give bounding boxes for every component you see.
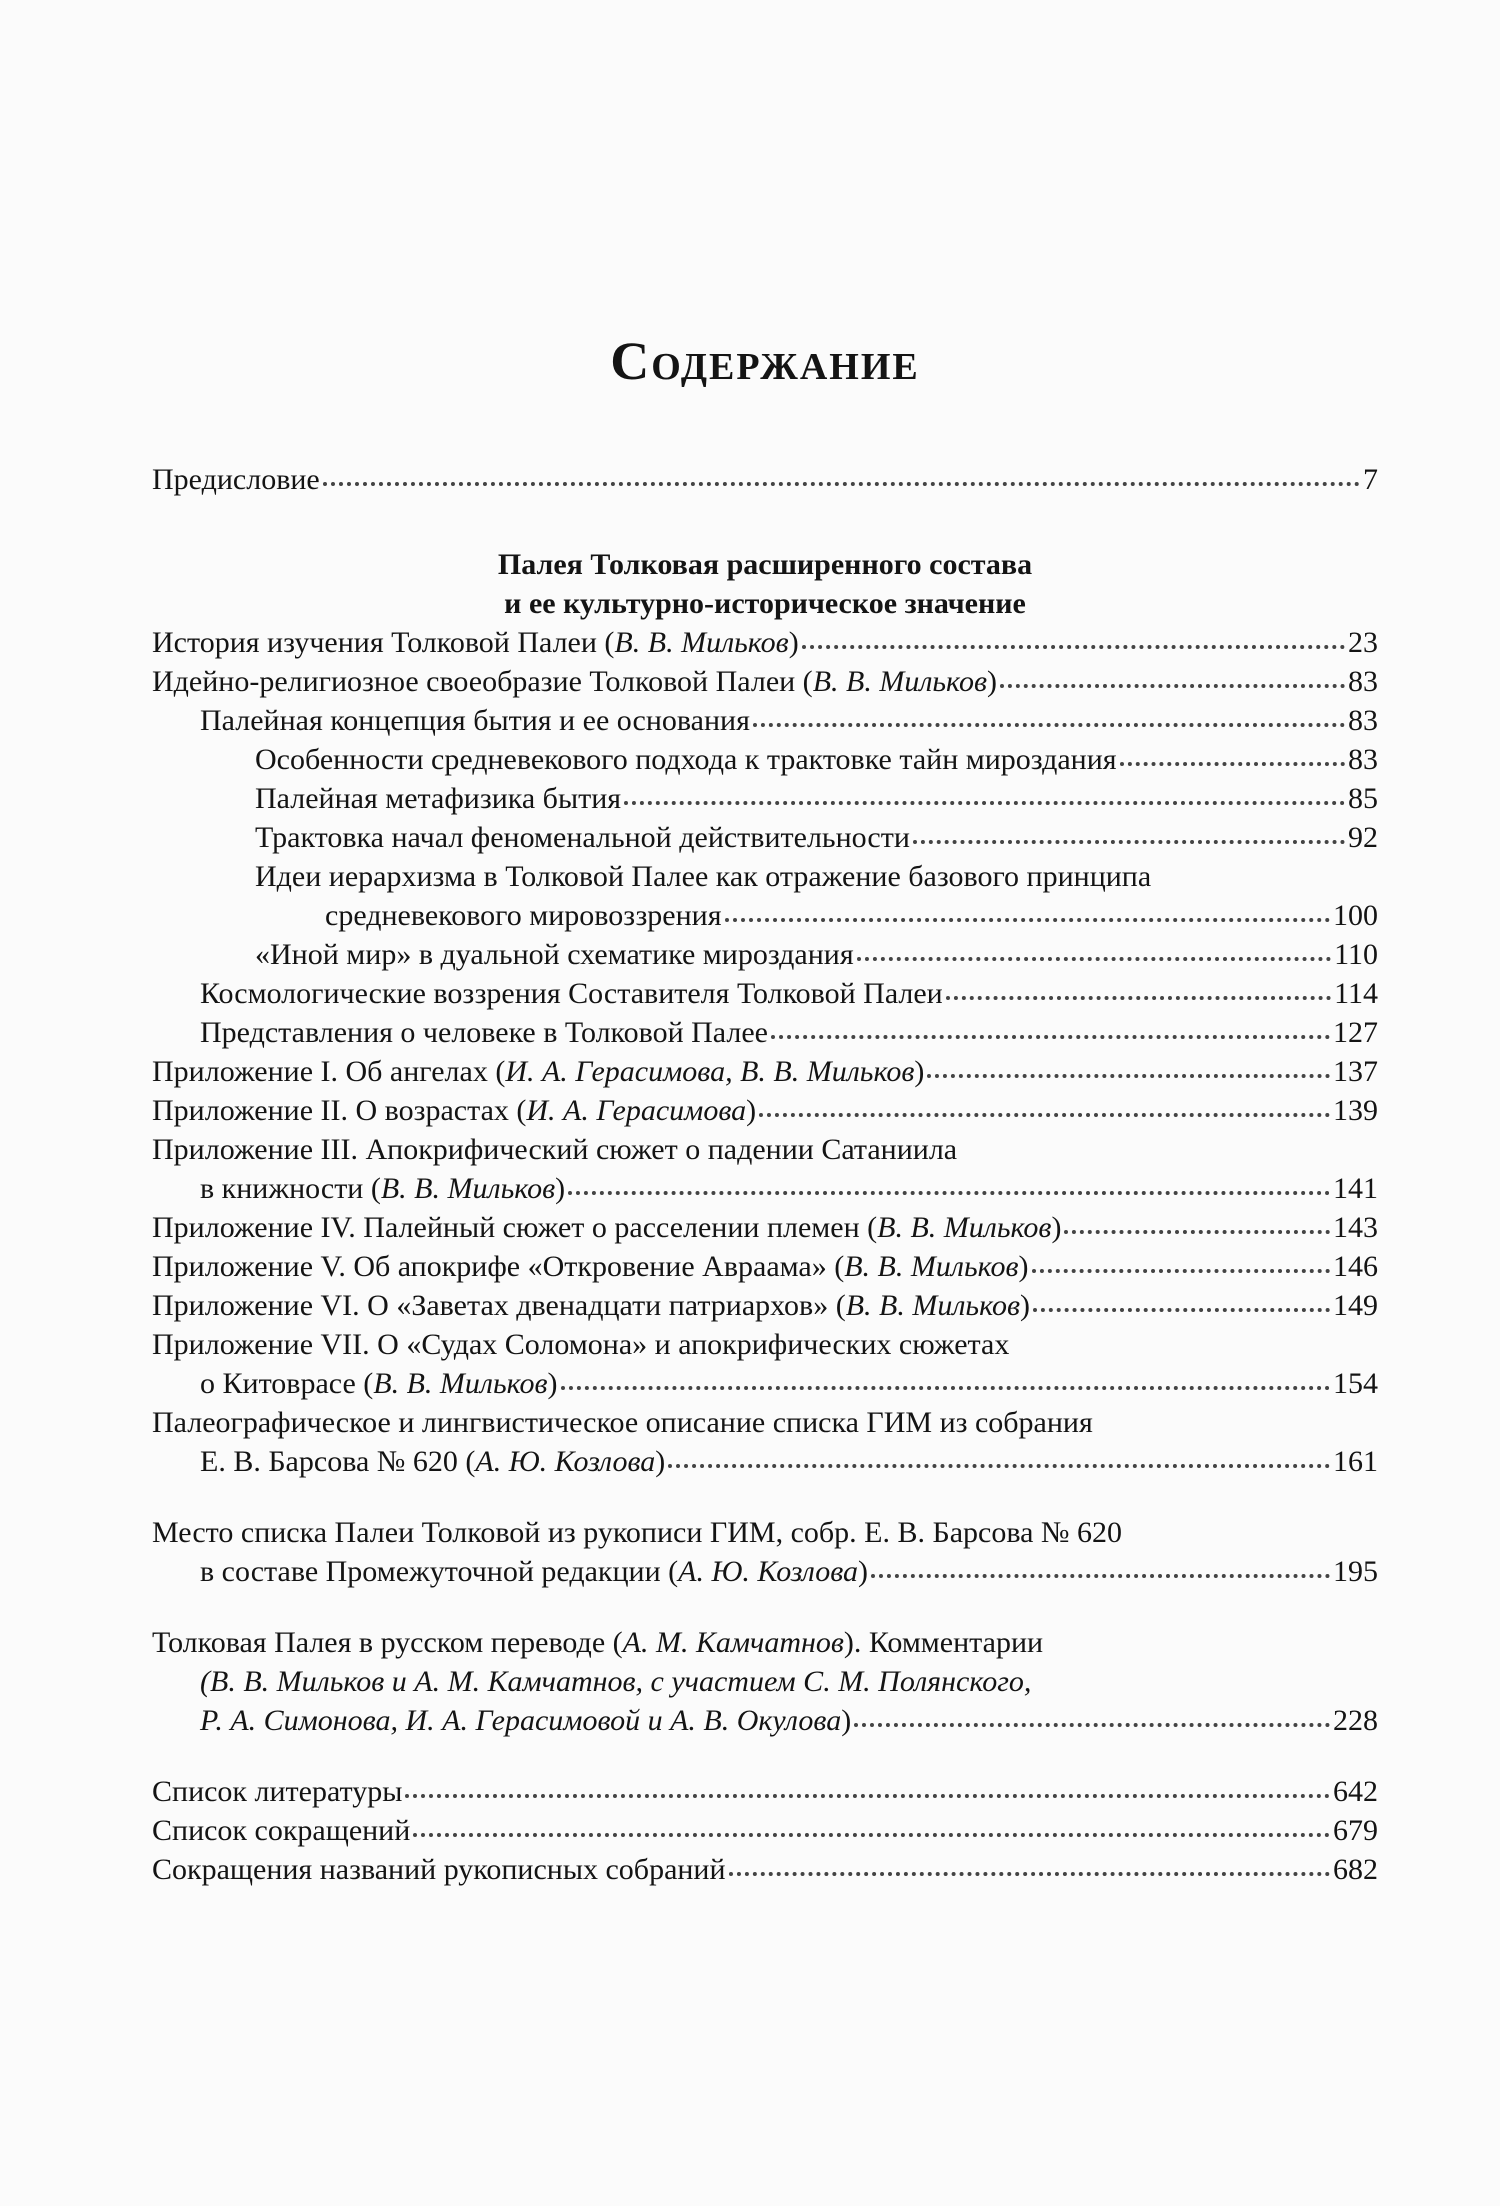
toc-entry[interactable]: Приложение I. Об ангелах (И. А. Герасимова, В. В. Мильков) 137	[152, 1052, 1378, 1091]
entry-title: «Иной мир» в дуальной схематике мироздания	[255, 938, 854, 971]
toc-entry-line[interactable]: Толковая Палея в русском переводе (А. М. Камчатнов). Комментарии	[152, 1626, 1044, 1659]
dot-leader	[913, 839, 1345, 844]
dot-leader	[759, 1112, 1330, 1117]
toc-entry[interactable]: Приложение V. Об апокрифе «Откровение Авраама» (В. В. Мильков) 146	[152, 1247, 1378, 1286]
toc-entry-line[interactable]: Место списка Палеи Толковой из рукописи ГИМ, собр. Е. В. Барсова № 620	[152, 1516, 1123, 1549]
toc-entry[interactable]	[152, 896, 1378, 935]
page-number: 642	[1333, 1775, 1378, 1808]
dot-leader	[405, 1793, 1330, 1798]
page-number: 7	[1363, 463, 1378, 496]
dot-leader	[1032, 1268, 1330, 1273]
entry-title: Особенности средневекового подхода к трактовке тайн мироздания	[255, 743, 1117, 776]
dot-leader	[568, 1190, 1330, 1195]
dot-leader	[323, 481, 1360, 486]
page-title: Содержание	[610, 331, 920, 391]
entry-title: Предисловие	[152, 463, 320, 496]
author: И. А. Герасимова	[526, 1094, 747, 1127]
table-of-contents	[152, 460, 1378, 1889]
commentators: (В. В. Мильков и А. М. Камчатнов, с участием С. М. Полянского,	[200, 1665, 1032, 1698]
author: В. В. Мильков	[380, 1172, 556, 1205]
toc-entry[interactable]	[152, 1850, 1378, 1889]
dot-leader	[871, 1573, 1330, 1578]
author: А. Ю. Козлова	[678, 1555, 859, 1588]
page-number: 83	[1348, 704, 1378, 737]
toc-entry[interactable]: История изучения Толковой Палеи (В. В. Мильков) 23	[152, 623, 1378, 662]
dot-leader	[1033, 1307, 1330, 1312]
entry-title: Космологические воззрения Составителя Толковой Палеи	[200, 977, 943, 1010]
toc-entry[interactable]	[152, 1811, 1378, 1850]
toc-entry[interactable]: Приложение II. О возрастах (И. А. Герасимова) 139	[152, 1091, 1378, 1130]
author: И. А. Герасимова, В. В. Мильков	[505, 1055, 915, 1088]
page-number: 85	[1348, 782, 1378, 815]
toc-entry[interactable]	[152, 701, 1378, 740]
author: А. М. Камчатнов	[622, 1626, 844, 1659]
author: Р. А. Симонова, И. А. Герасимовой и А. В. Окулова	[200, 1704, 842, 1737]
entry-title: Представления о человеке в Толковой Палее	[200, 1016, 768, 1049]
dot-leader	[802, 644, 1345, 649]
page-number: 161	[1333, 1445, 1378, 1478]
page-number: 679	[1333, 1814, 1378, 1847]
page-number: 146	[1333, 1250, 1378, 1283]
page-number: 114	[1334, 977, 1378, 1010]
dot-leader	[753, 722, 1345, 727]
page-number: 141	[1333, 1172, 1378, 1205]
toc-entry[interactable]	[152, 1013, 1378, 1052]
dot-leader	[857, 956, 1331, 961]
dot-leader	[1064, 1229, 1330, 1234]
dot-leader	[729, 1871, 1330, 1876]
page-number: 83	[1348, 665, 1378, 698]
entry-title: Сокращения названий рукописных собраний	[152, 1853, 726, 1886]
section-heading-line-1: Палея Толковая расширенного состава	[497, 548, 1033, 581]
toc-entry[interactable]: Р. А. Симонова, И. А. Герасимовой и А. В. Окулова) 228	[152, 1701, 1378, 1740]
toc-entry[interactable]: в книжности (В. В. Мильков) 141	[152, 1169, 1378, 1208]
entry-title: средневекового мировоззрения	[325, 899, 722, 932]
toc-entry-preface[interactable]	[152, 460, 1378, 499]
page-number: 195	[1333, 1555, 1378, 1588]
dot-leader	[725, 917, 1330, 922]
dot-leader	[413, 1832, 1330, 1837]
page-number: 110	[1334, 938, 1378, 971]
toc-entry-line[interactable]: Идеи иерархизма в Толковой Палее как отражение базового принципа	[255, 860, 1152, 893]
entry-title: Список литературы	[152, 1775, 403, 1808]
page-number: 149	[1333, 1289, 1378, 1322]
author: В. В. Мильков	[812, 665, 987, 698]
page-number: 143	[1333, 1211, 1378, 1244]
page-number: 139	[1333, 1094, 1378, 1127]
toc-entry[interactable]: Приложение IV. Палейный сюжет о расселении племен (В. В. Мильков) 143	[152, 1208, 1378, 1247]
entry-title: Палейная метафизика бытия	[255, 782, 622, 815]
page-number: 92	[1348, 821, 1378, 854]
dot-leader	[854, 1722, 1330, 1727]
author: В. В. Мильков	[614, 626, 789, 659]
dot-leader	[1120, 761, 1345, 766]
page-number: 682	[1333, 1853, 1378, 1886]
author: В. В. Мильков	[845, 1289, 1020, 1322]
toc-entry[interactable]: Е. В. Барсова № 620 (А. Ю. Козлова) 161	[152, 1442, 1378, 1481]
author: А. Ю. Козлова	[475, 1445, 656, 1478]
dot-leader	[1000, 683, 1345, 688]
toc-entry-line[interactable]: Приложение VII. О «Судах Соломона» и апокрифических сюжетах	[152, 1328, 1010, 1361]
toc-entry-line[interactable]: Палеографическое и лингвистическое описание списка ГИМ из собрания	[152, 1406, 1093, 1439]
toc-entry[interactable]: в составе Промежуточной редакции (А. Ю. Козлова) 195	[152, 1552, 1378, 1591]
toc-entry-line[interactable]	[152, 1662, 1378, 1701]
entry-title: Палейная концепция бытия и ее основания	[200, 704, 750, 737]
section-heading-line-2: и ее культурно-историческое значение	[504, 587, 1026, 620]
author: В. В. Мильков	[373, 1367, 548, 1400]
dot-leader	[668, 1463, 1330, 1468]
dot-leader	[946, 995, 1331, 1000]
toc-entry[interactable]	[152, 779, 1378, 818]
dot-leader	[771, 1034, 1330, 1039]
page-number: 127	[1333, 1016, 1378, 1049]
toc-entry[interactable]	[152, 974, 1378, 1013]
page-number: 23	[1348, 626, 1378, 659]
toc-entry[interactable]	[152, 935, 1378, 974]
toc-entry[interactable]	[152, 1772, 1378, 1811]
toc-entry-line[interactable]: Приложение III. Апокрифический сюжет о падении Сатаниила	[152, 1133, 958, 1166]
toc-entry[interactable]: о Китоврасе (В. В. Мильков) 154	[152, 1364, 1378, 1403]
page-number: 154	[1333, 1367, 1378, 1400]
dot-leader	[561, 1385, 1330, 1390]
entry-title: Трактовка начал феноменальной действительности	[255, 821, 910, 854]
page-number: 83	[1348, 743, 1378, 776]
author: В. В. Мильков	[844, 1250, 1019, 1283]
toc-entry[interactable]: Приложение VI. О «Заветах двенадцати патриархов» (В. В. Мильков) 149	[152, 1286, 1378, 1325]
author: В. В. Мильков	[877, 1211, 1052, 1244]
toc-entry[interactable]: Идейно-религиозное своеобразие Толковой Палеи (В. В. Мильков) 83	[152, 662, 1378, 701]
page-number: 100	[1333, 899, 1378, 932]
dot-leader	[624, 800, 1345, 805]
entry-title: Список сокращений	[152, 1814, 411, 1847]
toc-entry[interactable]	[152, 740, 1378, 779]
dot-leader	[927, 1073, 1330, 1078]
page-number: 228	[1333, 1704, 1378, 1737]
page-number: 137	[1333, 1055, 1378, 1088]
toc-entry[interactable]	[152, 818, 1378, 857]
